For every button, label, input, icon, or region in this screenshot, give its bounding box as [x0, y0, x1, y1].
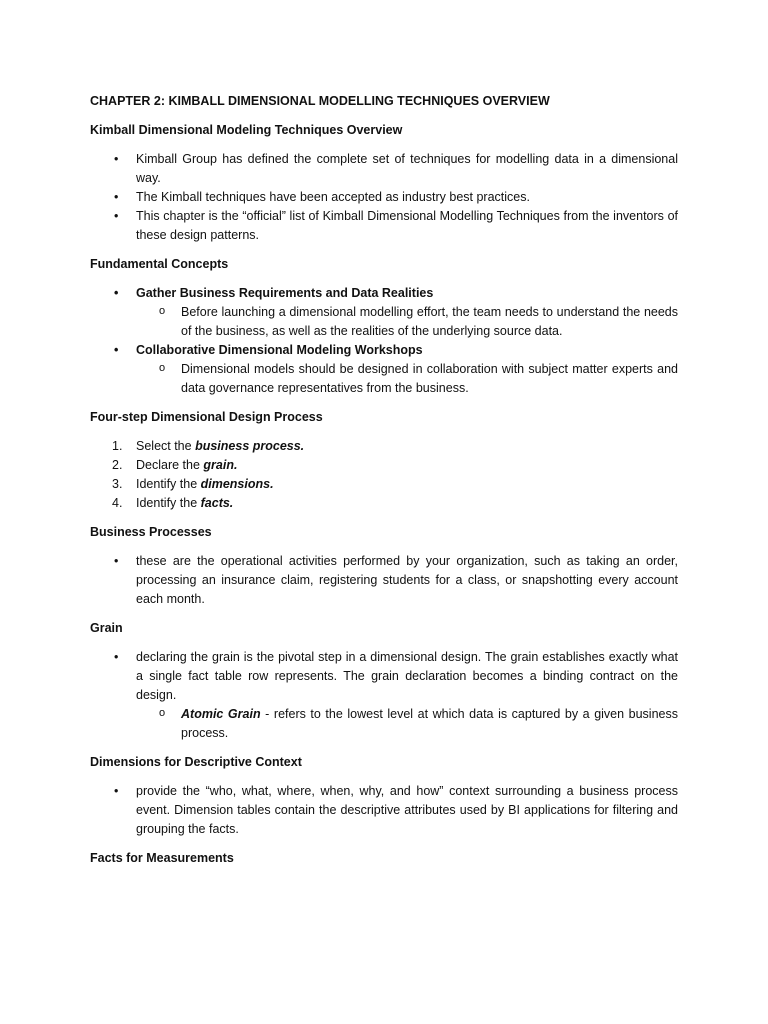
step-prefix: Identify the [136, 477, 201, 491]
step-number: 4. [112, 496, 123, 510]
dimensions-list [90, 782, 678, 839]
list-item [90, 437, 678, 456]
list-item [90, 475, 678, 494]
section-title-grain: Grain [90, 621, 123, 635]
step-emphasis: dimensions. [200, 477, 274, 491]
list-item [90, 494, 678, 513]
fundamentals-list [90, 284, 678, 398]
step-prefix: Identify the [136, 496, 201, 510]
business-processes-list [90, 552, 678, 609]
step-number: 2. [112, 458, 123, 472]
list-item: • declaring the grain is the pivotal step in a dimensional design. The grain establishes exactly what a single fact table row represents. The grain declaration becomes a binding contract on the design. [90, 648, 678, 705]
section-title-business-processes: Business Processes [90, 525, 212, 539]
section-title-four-step: Four-step Dimensional Design Process [90, 410, 323, 424]
list-item: • Gather Business Requirements and Data Realities [90, 284, 678, 303]
step-emphasis: business process. [195, 439, 305, 453]
list-item: • provide the “who, what, where, when, why, and how” context surrounding a business process event. Dimension tables contain the descriptive attributes used by BI applications for filtering and grouping the facts. [90, 782, 678, 839]
step-prefix: Select the [136, 439, 196, 453]
atomic-grain-text: - refers to the lowest level at which data is captured by a given business process. [181, 707, 678, 740]
step-emphasis: facts. [200, 496, 234, 510]
document-page [90, 92, 678, 878]
list-item: • these are the operational activities performed by your organization, such as taking an order, processing an insurance claim, registering students for a class, or snapshotting every account each month. [90, 552, 678, 609]
step-emphasis: grain. [203, 458, 238, 472]
step-prefix: Declare the [136, 458, 204, 472]
list-item: • Collaborative Dimensional Modeling Workshops [90, 341, 678, 360]
list-item [90, 456, 678, 475]
section-title-overview: Kimball Dimensional Modeling Techniques Overview [90, 123, 403, 137]
section-title-facts: Facts for Measurements [90, 851, 234, 865]
list-item: • This chapter is the “official” list of Kimball Dimensional Modelling Techniques from the inventors of these design patterns. [90, 207, 678, 245]
overview-list [90, 150, 678, 245]
step-number: 3. [112, 477, 123, 491]
section-title-fundamentals: Fundamental Concepts [90, 257, 229, 271]
list-item: • Kimball Group has defined the complete set of techniques for modelling data in a dimensional way. [90, 150, 678, 188]
section-title-dimensions: Dimensions for Descriptive Context [90, 755, 302, 769]
list-item: • The Kimball techniques have been accepted as industry best practices. [90, 188, 678, 207]
four-step-list [90, 437, 678, 513]
step-number: 1. [112, 439, 123, 453]
sub-list-item: o Before launching a dimensional modelling effort, the team needs to understand the needs of the business, as well as the realities of the underlying source data. [90, 303, 678, 341]
sub-list-item [90, 705, 678, 743]
sub-list-item: o Dimensional models should be designed in collaboration with subject matter experts and data governance representatives from the business. [90, 360, 678, 398]
chapter-title: CHAPTER 2: KIMBALL DIMENSIONAL MODELLING TECHNIQUES OVERVIEW [90, 94, 550, 108]
grain-list [90, 648, 678, 743]
atomic-grain-term: Atomic Grain [181, 707, 261, 721]
